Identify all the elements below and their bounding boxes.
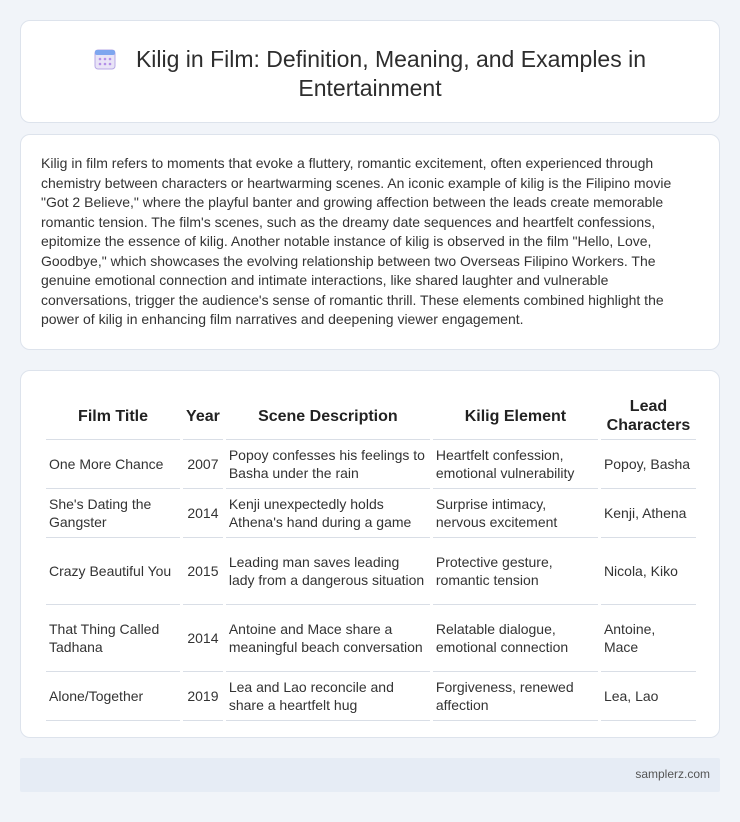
cell-scene-description: Kenji unexpectedly holds Athena's hand during a game: [226, 489, 430, 538]
cell-film-title: Crazy Beautiful You: [46, 538, 180, 605]
cell-film-title: She's Dating the Gangster: [46, 489, 180, 538]
cell-year: 2007: [183, 440, 223, 489]
cell-kilig-element: Surprise intimacy, nervous excitement: [433, 489, 598, 538]
page-title: Kilig in Film: Definition, Meaning, and Examples in Entertainment: [135, 46, 647, 101]
cell-film-title: One More Chance: [46, 440, 180, 489]
cell-scene-description: Leading man saves leading lady from a dangerous situation: [226, 538, 430, 605]
cell-film-title: That Thing Called Tadhana: [46, 605, 180, 672]
page-title-wrap: [21, 45, 719, 103]
cell-kilig-element: Forgiveness, renewed affection: [433, 672, 598, 721]
cell-scene-description: Popoy confesses his feelings to Basha under the rain: [226, 440, 430, 489]
table-row: [46, 489, 696, 538]
intro-paragraph: Kilig in film refers to moments that evoke a fluttery, romantic excitement, often experienced through chemistry between characters or heartwarming scenes. An iconic example of kilig is the Filipino movie "Got 2 Believe," where the playful banter and growing affection between the leads create memorable romantic tension. The film's scenes, such as the dreamy date sequences and heartfelt confessions, epitomize the essence of kilig. Another notable instance of kilig is observed in the film "Hello, Love, Goodbye," which showcases the evolving relationship between two Overseas Filipino Workers. The genuine emotional connection and intimate interactions, like shared laughter and vulnerable conversations, trigger the audience's sense of romantic thrill. These elements combined highlight the power of kilig in enhancing film narratives and deepening viewer engagement.: [41, 155, 672, 327]
table-card: [20, 370, 720, 738]
cell-scene-description: Lea and Lao reconcile and share a heartfelt hug: [226, 672, 430, 721]
table-row: [46, 538, 696, 605]
table-row: [46, 440, 696, 489]
cell-lead-characters: Antoine, Mace: [601, 605, 696, 672]
cell-lead-characters: Popoy, Basha: [601, 440, 696, 489]
cell-year: 2014: [183, 605, 223, 672]
cell-kilig-element: Heartfelt confession, emotional vulnerability: [433, 440, 598, 489]
cell-lead-characters: Kenji, Athena: [601, 489, 696, 538]
cell-year: 2019: [183, 672, 223, 721]
cell-year: 2015: [183, 538, 223, 605]
table-row: [46, 672, 696, 721]
cell-kilig-element: Relatable dialogue, emotional connection: [433, 605, 598, 672]
calendar-icon: [94, 48, 116, 70]
footer-bar: [20, 758, 720, 792]
cell-lead-characters: Nicola, Kiko: [601, 538, 696, 605]
table-row: [46, 605, 696, 672]
kilig-films-table: [43, 393, 699, 721]
cell-kilig-element: Protective gesture, romantic tension: [433, 538, 598, 605]
table-header-row: [46, 393, 696, 440]
header-year: Year: [183, 393, 223, 440]
footer-site-link[interactable]: samplerz.com: [635, 767, 710, 781]
header-lead-characters: Lead Characters: [601, 393, 696, 440]
cell-year: 2014: [183, 489, 223, 538]
header-scene-description: Scene Description: [226, 393, 430, 440]
intro-card: [20, 134, 720, 350]
header-kilig-element: Kilig Element: [433, 393, 598, 440]
title-card: [20, 20, 720, 123]
cell-scene-description: Antoine and Mace share a meaningful beach conversation: [226, 605, 430, 672]
header-film-title: Film Title: [46, 393, 180, 440]
cell-film-title: Alone/Together: [46, 672, 180, 721]
cell-lead-characters: Lea, Lao: [601, 672, 696, 721]
